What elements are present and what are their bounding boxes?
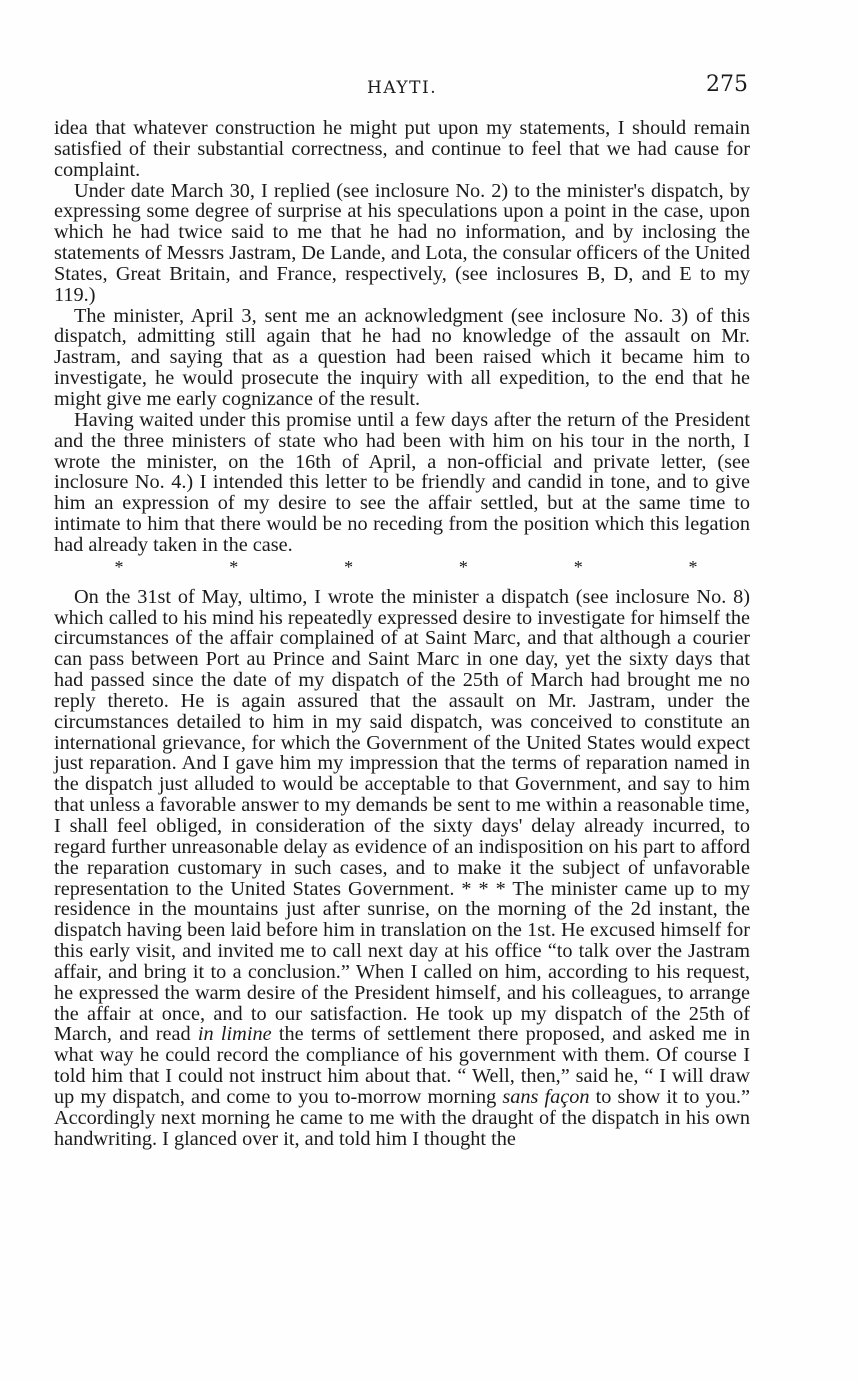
paragraph-text-part-3: to show it to you.” Accordingly next morning he came to me with the draught of the dispatch in his own handwriting. I glanced over it, and told him I thought the (54, 1085, 751, 1150)
page-number: 275 (706, 72, 748, 97)
running-title: HAYTI. (367, 78, 438, 98)
ellipsis-stars (54, 556, 750, 578)
star-mark: * (573, 556, 583, 577)
star-mark: * (229, 556, 239, 577)
paragraph-continued: idea that whatever construction he might put upon my statements, I should remain satisfied of their substantial correctness, and continue to feel that we had cause for complaint. (54, 117, 750, 181)
italic-phrase-sans-facon: sans façon (502, 1085, 590, 1108)
star-mark: * (114, 556, 124, 577)
star-mark: * (344, 556, 354, 577)
paragraph-dispatch-may-31 (54, 587, 750, 1150)
star-mark: * (688, 556, 698, 577)
paragraph-text-part-2: the terms of settlement there proposed, and asked me in what way he could record the compliance of his government with them. Of course I told him that I could not instruct him about that. “ Well, then,” said he, “ I will draw up my dispatch, and come to you to-morrow morning (54, 1023, 750, 1108)
italic-phrase-in-limine: in limine (197, 1023, 272, 1046)
paragraph-reply-march-30: Under date March 30, I replied (see inclosure No. 2) to the minister's dispatch, by expressing some degree of surprise at his speculations upon a point in the case, upon which he had twice said to me that he had no information, and by inclosing the statements of Messrs Jastram, De Lande, and Lota, the consular officers of the United States, Great Britain, and France, respectively, (see inclosures B, D, and E to my 119.) (54, 179, 750, 306)
running-header (112, 72, 752, 104)
paragraph-text-part-1: On the 31st of May, ultimo, I wrote the minister a dispatch (see inclosure No. 8) which called to his mind his repeatedly expressed desire to investigate for himself the circumstances of the affair complained of at Saint Marc, and that although a courier can pass between Port au Prince and Saint Marc in one day, yet the sixty days that had passed since the date of my dispatch of the 25th of March had brought me no reply thereto. He is again assured that the assault on Mr. Jastram, under the circumstances detailed to him in my said dispatch, was conceived to constitute an international grievance, for which the Government of the United States would expect just reparation. And I gave him my impression that the terms of reparation named in the dispatch just alluded to would be acceptable to that Government, and say to him that unless a favorable answer to my demands be sent to me within a reasonable time, I shall feel obliged, in consideration of the sixty days' delay already incurred, to regard further unreasonable delay as evidence of an indisposition on his part to afford the reparation customary in such cases, and to make it the subject of unfavorable representation to the United States Government. * * * The minister came up to my residence in the mountains just after sunrise, on the morning of the 2d instant, the dispatch having been laid before him in translation on the 1st. He excused himself for this early visit, and invited me to call next day at his office “to talk over the Jastram affair, and bring it to a conclusion.” When I called on him, according to his request, he expressed the warm desire of the President himself, and his colleagues, to arrange the affair at once, and to our satisfaction. He took up my dispatch of the 25th of March, and read (54, 585, 750, 1046)
paragraph-private-letter-april-16: Having waited under this promise until a few days after the return of the President and the three ministers of state who had been with him on his tour in the north, I wrote the minister, on the 16th of April, a non-official and private letter, (see inclosure No. 4.) I intended this letter to be friendly and candid in tone, and to give him an expression of my desire to see the affair settled, but at the same time to intimate to him that there would be no receding from the position which this legation had already taken in the case. (54, 408, 750, 556)
paragraph-acknowledgment-april-3: The minister, April 3, sent me an acknowledgment (see inclosure No. 3) of this dispatch, admitting still again that he had no knowledge of the assault on Mr. Jastram, and saying that as a question had been raised which it became him to investigate, he would prosecute the inquiry with all expedition, to the end that he might give me early cognizance of the result. (54, 304, 750, 410)
body-text (54, 118, 750, 1150)
star-mark: * (458, 556, 468, 577)
